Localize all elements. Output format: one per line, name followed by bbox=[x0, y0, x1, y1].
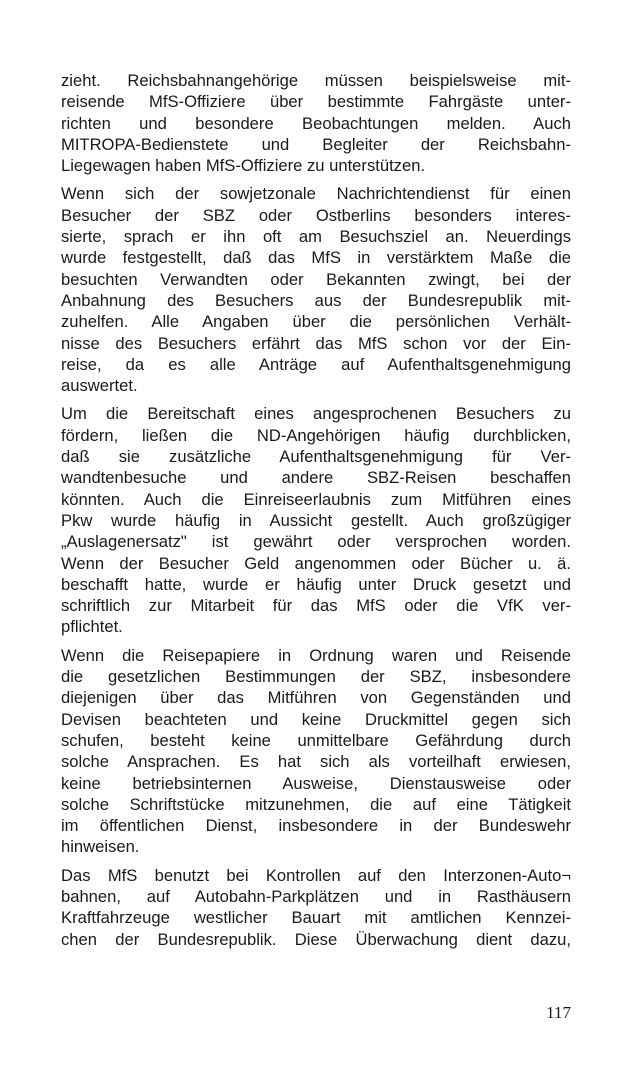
text-line: könnten. Auch die Einreiseerlaubnis zum Mitführen eines bbox=[61, 489, 571, 509]
text-line: besuchten Verwandten oder Bekannten zwingt, bei der bbox=[61, 269, 571, 289]
text-line: Pkw wurde häufig in Aussicht gestellt. Auch großzügiger bbox=[61, 510, 571, 530]
page-number: 117 bbox=[546, 1003, 571, 1022]
paragraph-2 bbox=[61, 183, 571, 396]
text-line: wandtenbesuche und andere SBZ-Reisen beschaffen bbox=[61, 468, 571, 488]
text-line: Wenn der Besucher Geld angenommen oder Bücher u. ä. bbox=[61, 553, 571, 573]
text-line: Besucher der SBZ oder Ostberlins besonders interes- bbox=[61, 205, 571, 225]
text-line: daß sie zusätzliche Aufenthaltsgenehmigung für Ver- bbox=[61, 447, 571, 467]
text-line: auswertet. bbox=[61, 376, 138, 396]
text-line: Kraftfahrzeuge westlicher Bauart mit amtlichen Kennzei- bbox=[61, 908, 571, 928]
text-line: solche Schriftstücke mitzunehmen, die auf eine Tätigkeit bbox=[61, 794, 571, 814]
text-line: Wenn sich der sowjetzonale Nachrichtendienst für einen bbox=[61, 184, 571, 204]
text-line: zieht. Reichsbahnangehörige müssen beispielsweise mit- bbox=[61, 71, 571, 90]
text-line: im öffentlichen Dienst, insbesondere in der Bundeswehr bbox=[61, 816, 571, 836]
text-line: solche Ansprachen. Es hat sich als vorteilhaft erwiesen, bbox=[61, 752, 571, 772]
text-line: chen der Bundesrepublik. Diese Überwachung dient dazu, bbox=[61, 929, 571, 949]
text-line: Um die Bereitschaft eines angesprochenen Besuchers zu bbox=[61, 404, 571, 424]
text-line: Devisen beachteten und keine Druckmittel gegen sich bbox=[61, 709, 571, 729]
text-line: richten und besondere Beobachtungen melden. Auch bbox=[61, 113, 571, 133]
text-line: zuhelfen. Alle Angaben über die persönlichen Verhält- bbox=[61, 312, 571, 332]
text-line: MITROPA-Bedienstete und Begleiter der Reichsbahn- bbox=[61, 134, 571, 154]
paragraph-3 bbox=[61, 403, 571, 637]
text-line: reisende MfS-Offiziere über bestimmte Fahrgäste unter- bbox=[61, 92, 571, 112]
text-line: sierte, sprach er ihn oft am Besuchsziel an. Neuerdings bbox=[61, 227, 571, 247]
text-line: nisse des Besuchers erfährt das MfS schon vor der Ein- bbox=[61, 333, 571, 353]
text-line: hinweisen. bbox=[61, 837, 140, 857]
paragraph-4 bbox=[61, 645, 571, 858]
text-line: fördern, ließen die ND-Angehörigen häufig durchblicken, bbox=[61, 425, 571, 445]
text-line: schufen, besteht keine unmittelbare Gefährdung durch bbox=[61, 730, 571, 750]
text-line: die gesetzlichen Bestimmungen der SBZ, insbesondere bbox=[61, 667, 571, 687]
text-line: Liegewagen haben MfS-Offiziere zu unterstützen. bbox=[61, 156, 426, 176]
page-body bbox=[61, 70, 571, 957]
text-line: bahnen, auf Autobahn-Parkplätzen und in Rasthäusern bbox=[61, 886, 571, 906]
text-line: Wenn die Reisepapiere in Ordnung waren und Reisende bbox=[61, 645, 571, 665]
text-line: keine betriebsinternen Ausweise, Dienstausweise oder bbox=[61, 773, 571, 793]
text-line: pflichtet. bbox=[61, 617, 123, 637]
text-line: wurde festgestellt, daß das MfS in verstärktem Maße die bbox=[61, 248, 571, 268]
paragraph-1 bbox=[61, 70, 571, 176]
paragraph-5 bbox=[61, 865, 571, 950]
text-line: schriftlich zur Mitarbeit für das MfS oder die VfK ver- bbox=[61, 596, 571, 616]
text-line: beschafft hatte, wurde er häufig unter Druck gesetzt und bbox=[61, 574, 571, 594]
text-line: „Auslagenersatz" ist gewährt oder versprochen worden. bbox=[61, 532, 571, 552]
text-line: Das MfS benutzt bei Kontrollen auf den Interzonen-Auto¬ bbox=[61, 865, 571, 885]
text-line: diejenigen über das Mitführen von Gegenständen und bbox=[61, 688, 571, 708]
text-line: reise, da es alle Anträge auf Aufenthaltsgenehmigung bbox=[61, 354, 571, 374]
text-line: Anbahnung des Besuchers aus der Bundesrepublik mit- bbox=[61, 290, 571, 310]
